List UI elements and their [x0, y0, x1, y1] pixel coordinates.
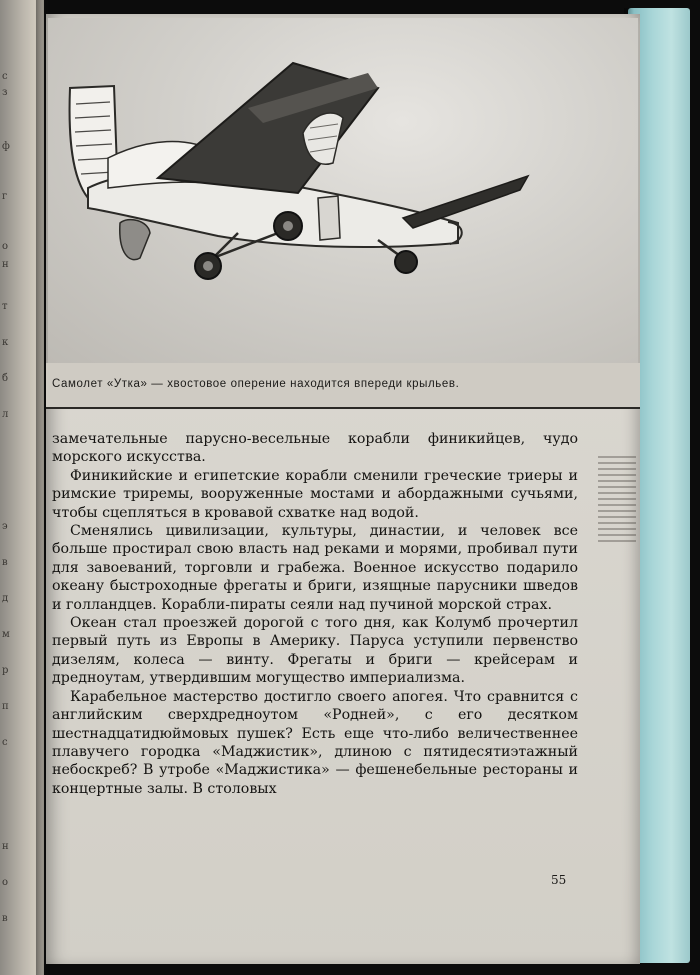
paragraph: замечательные парусно-весельные корабли финикийцев, чудо морского искусства.	[52, 431, 578, 466]
airplane-illustration	[48, 18, 638, 363]
caption-rule	[46, 407, 640, 409]
figure-caption: Самолет «Утка» — хвостовое оперение находится впереди крыльев.	[52, 378, 460, 390]
airplane-photo	[48, 18, 638, 363]
show-through-print	[598, 456, 636, 546]
page-number: 55	[551, 873, 567, 887]
page-body-text	[52, 430, 578, 798]
paragraph: Финикийские и египетские корабли сменили греческие триеры и римские триремы, вооруженные мостами и абордажными сучьями, чтобы сцепляться в кровавой схватке над водой.	[52, 467, 578, 521]
paragraph: Океан стал проезжей дорогой с того дня, как Колумб прочертил первый путь из Европы в Америку. Паруса уступили первенство дизелям, колеса — винту. Фрегаты и бриги — крейсерам и дредноутам, утвердившим могущество империализма.	[52, 615, 578, 687]
paragraph: Сменялись цивилизации, культуры, династии, и человек все больше простирал свою власть над реками и морями, пробивал пути для завоеваний, торговли и грабежа. Военное искусство подарило океану быстроходные фрегаты и бриги, изящные парусники шведов и голландцев. Корабли-пираты сеяли над пучиной морской страх.	[52, 523, 578, 613]
paragraph: Карабельное мастерство достигло своего апогея. Что сравнится с английским сверхдредноутом «Родней», с его десятком шестнадцатидюймовых пушек? Есть еще что-либо величественнее плавучего городка «Маджистик», длиною с пятидесятиэтажный небоскреб? В утробе «Маджистика» — фешенебельные рестораны и концертные залы. В столовых	[52, 688, 578, 797]
facing-page: с з ф г о н т к б л э в д м р п с н о в	[0, 0, 44, 975]
